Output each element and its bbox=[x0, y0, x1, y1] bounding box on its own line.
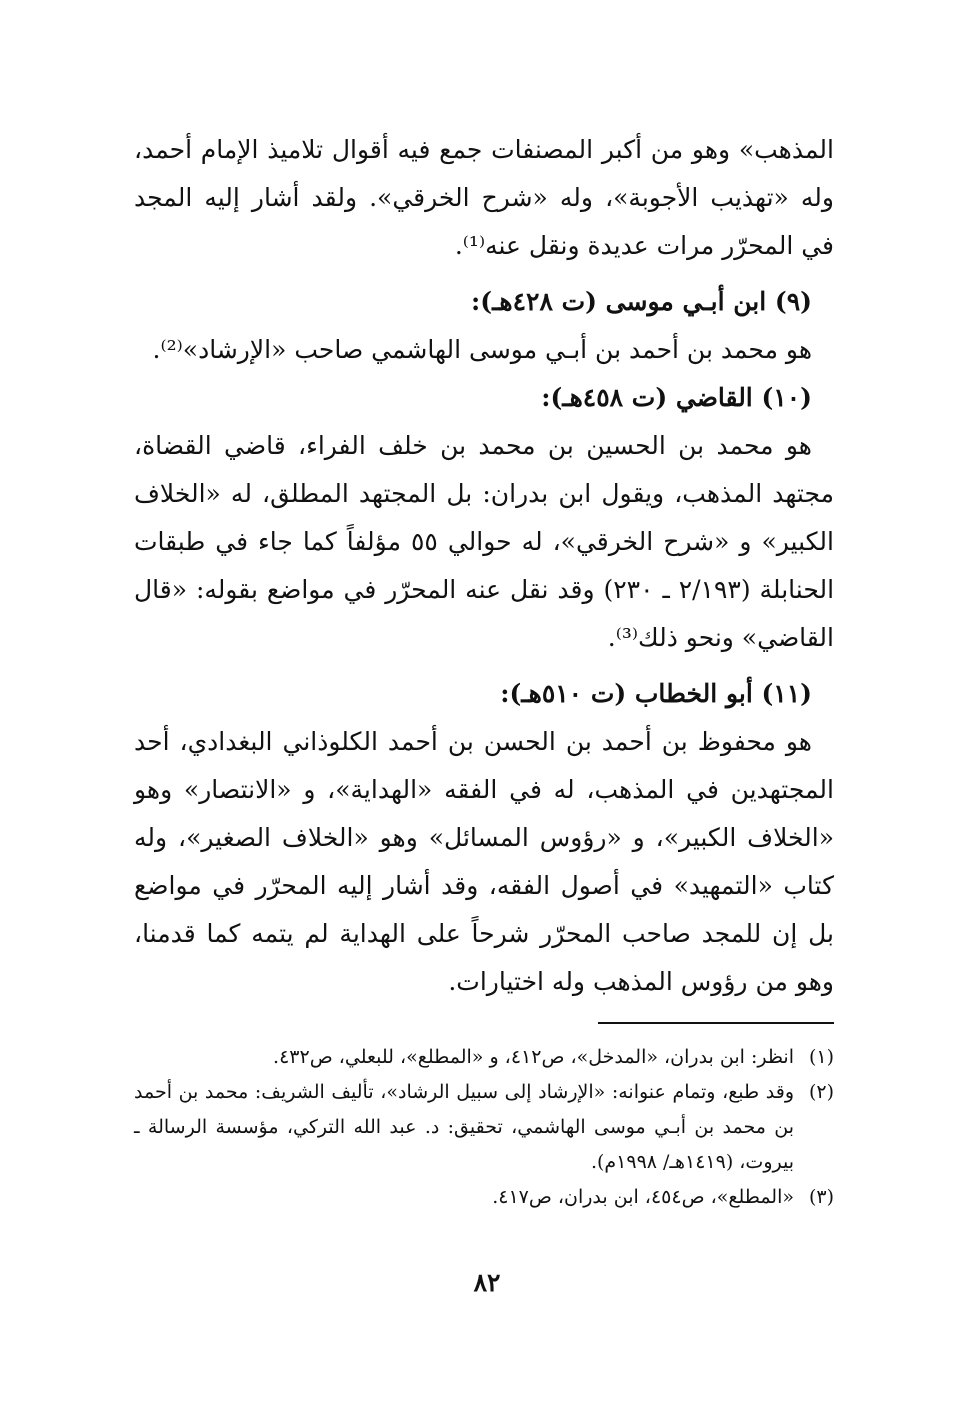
footnote-text: انظر: ابن بدران، «المدخل»، ص٤١٢، و «المطلع»، للبعلي، ص٤٣٢. bbox=[273, 1046, 794, 1068]
section-heading-11: (١١) أبو الخطاب (ت ٥١٠هـ): bbox=[500, 679, 812, 708]
section-text-9: هو محمد بن أحمد بن أبـي موسى الهاشمي صاحب «الإرشاد»⁽²⁾. bbox=[152, 335, 812, 364]
footnote-2 bbox=[134, 1075, 834, 1180]
section-text-10: هو محمد بن الحسين بن محمد بن خلف الفراء، قاضي القضاة، مجتهد المذهب، ويقول ابن بدران: بل المجتهد المطلق، له «الخلاف الكبير» و «شرح الخرقي»، له حوالي ٥٥ مؤلفاً كما جاء في طبقات الحنابلة (٢/١٩٣ ـ ٢٣٠) وقد نقل عنه المحرّر في مواضع بقوله: «قال القاضي» ونحو ذلك⁽³⁾. bbox=[134, 431, 835, 652]
section-heading-10: (١٠) القاضي (ت ٤٥٨هـ): bbox=[541, 383, 812, 412]
section-heading-9: (٩) ابن أبـي موسى (ت ٤٢٨هـ): bbox=[471, 287, 812, 316]
footnote-1 bbox=[134, 1040, 834, 1075]
footnote-number: (١) bbox=[808, 1046, 834, 1068]
footnote-3 bbox=[134, 1180, 834, 1215]
footnote-text: «المطلع»، ص٤٥٤، ابن بدران، ص٤١٧. bbox=[492, 1186, 794, 1208]
footnotes bbox=[134, 1040, 834, 1215]
intro-paragraph: المذهب» وهو من أكبر المصنفات جمع فيه أقوال تلاميذ الإمام أحمد، وله «تهذيب الأجوبة»، وله «شرح الخرقي». ولقد أشار إليه المجد في المحرّر مرات عديدة ونقل عنه⁽¹⁾. bbox=[134, 135, 834, 260]
footnote-text: وقد طبع، وتمام عنوانه: «الإرشاد إلى سبيل الرشاد»، تأليف الشريف: محمد بن أحمد بن محمد بن أبـي موسى الهاشمي، تحقيق: د. عبد الله التركي، مؤسسة الرسالة ـ بيروت، (١٤١٩هـ/ ١٩٩٨م). bbox=[134, 1081, 794, 1173]
footnote-number: (٢) bbox=[808, 1081, 834, 1103]
page-number: ٨٢ bbox=[473, 1268, 501, 1297]
section-text-11: هو محفوظ بن أحمد بن الحسن بن أحمد الكلوذاني البغدادي، أحد المجتهدين في المذهب، له في الفقه «الهداية»، و «الانتصار» وهو «الخلاف الكبير»، و «رؤوس المسائل» وهو «الخلاف الصغير»، وله كتاب «التمهيد» في أصول الفقه، وقد أشار إليه المحرّر في مواضع بل إن للمجد صاحب المحرّر شرحاً على الهداية لم يتمه كما قدمنا، وهو من رؤوس المذهب وله اختيارات. bbox=[134, 727, 834, 996]
footnote-number: (٣) bbox=[808, 1186, 834, 1208]
footnote-divider bbox=[598, 1022, 834, 1024]
main-text bbox=[134, 126, 834, 1006]
